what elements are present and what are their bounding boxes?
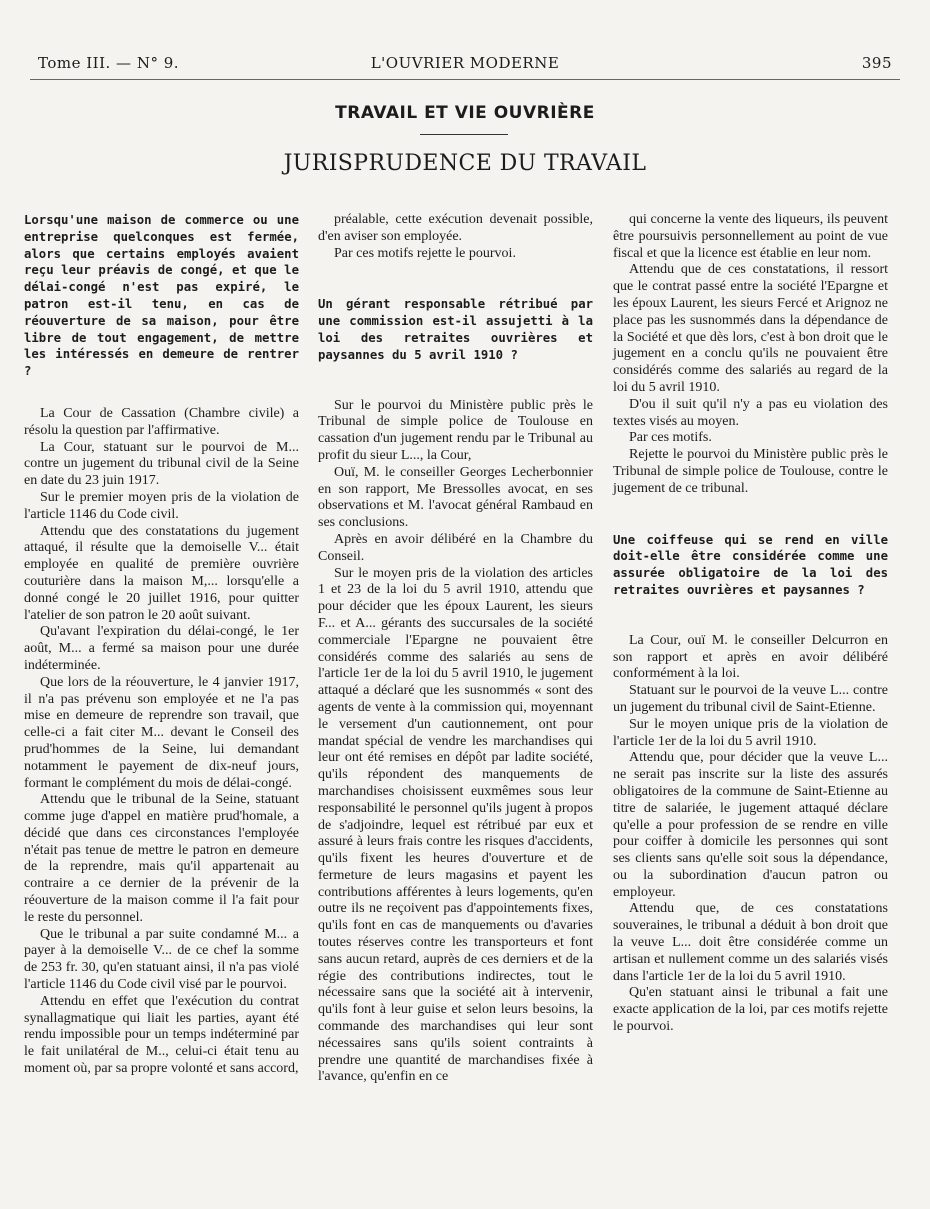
paragraph: Attendu que de ces constatations, il ressort que le contrat passé entre la société l'Epargne et les époux Laurent, les sieurs Fercé et Arignoz ne place pas les susnommés dans la dépendance de la Société et que dès lors, c'est à bon droit que le jugement en a conclu qu'ils ne pouvaient être considérés comme des salariés au regard de la loi du 5 avril 1910. — [613, 262, 888, 395]
paragraph: Après en avoir délibéré en la Chambre du Conseil. — [318, 531, 593, 564]
running-head — [38, 54, 892, 76]
paragraph: La Cour de Cassation (Chambre civile) a résolu la question par l'affirmative. — [24, 405, 299, 438]
title-rule — [420, 134, 508, 135]
paragraph: Par ces motifs rejette le pourvoi. — [334, 245, 516, 261]
paragraph: qui concerne la vente des liqueurs, ils peuvent être poursuivis personnellement au point de vue fiscal et que la licence est établie en leur nom. — [613, 212, 888, 261]
paragraph: La Cour, ouï M. le conseiller Delcurron en son rapport et après en avoir délibéré conformément à la loi. — [613, 632, 888, 682]
paragraph: Par ces motifs. — [629, 430, 712, 446]
paragraph: La Cour, statuant sur le pourvoi de M... contre un jugement du tribunal civil de la Seine en date du 23 juin 1917. — [24, 439, 299, 489]
page-title: JURISPRUDENCE DU TRAVAIL — [283, 151, 647, 176]
paragraph: Sur le pourvoi du Ministère public près le Tribunal de simple police de Toulouse en cassation d'un jugement rendu par le Tribunal au profit du sieur L..., la Cour, — [318, 397, 593, 463]
header-rule — [30, 79, 900, 80]
paragraph: Attendu en effet que l'exécution du contrat synallagmatique qui liait les parties, ayant été rendu impossible pour un temps indéterminé par le fait unilatéral de M.., celui-ci était tenu au moment où, par sa propre volonté et sans accord, — [24, 993, 299, 1077]
paragraph: Ouï, M. le conseiller Georges Lecherbonnier en son rapport, Me Bressolles avocat, en ses observations et M. l'avocat général Rambaud en ses conclusions. — [318, 464, 593, 531]
page-number: 395 — [861, 54, 892, 72]
paragraph: Que lors de la réouverture, le 4 janvier 1917, il n'a pas prévenu son employée et ne l'a pas mise en demeure de reprendre son travail, que celle-ci a fait citer M... devant le Conseil des prud'hommes de la Seine, lui demandant notamment le payement de dix-neuf jours, formant le complément du mois de délai-congé. — [24, 674, 299, 791]
column-1 — [24, 212, 299, 1179]
paragraph: Statuant sur le pourvoi de la veuve L... contre un jugement du tribunal civil de Saint-Etienne. — [613, 683, 888, 715]
column-3 — [613, 212, 888, 1179]
paragraph: Attendu que, de ces constatations souveraines, le tribunal a déduit à bon droit que la veuve L... doit être considérée comme un artisan et nullement comme un des salariés visés dans l'article 1er de la loi du 5 avril 1910. — [613, 901, 888, 984]
paragraph: Attendu que, pour décider que la veuve L... ne serait pas inscrite sur la liste des assurés obligatoires de la commune de Saint-Etienne au titre de salariée, le jugement attaqué déclare qu'elle a pour profession de se rendre en ville pour coiffer à domicile les personnes qui sont ses clients sans qu'elle soit sous la dépendance, ou la subordination d'aucun patron ou employeur. — [613, 750, 888, 900]
paragraph: préalable, cette exécution devenait possible, d'en aviser son employée. — [318, 212, 593, 244]
journal-title: L'OUVRIER MODERNE — [370, 54, 560, 72]
paragraph: Rejette le pourvoi du Ministère public près le Tribunal de simple police de Toulouse, contre le jugement de ce tribunal. — [613, 447, 888, 496]
paragraph: Attendu que des constatations du jugement attaqué, il résulte que la demoiselle V... était employée en qualité de première ouvrière couturière dans la maison M,... lorsqu'elle a donné congé le 20 juillet 1916, pour quitter l'atelier de son patron le 20 août suivant. — [24, 523, 299, 623]
paragraph: Sur le moyen pris de la violation des articles 1 et 23 de la loi du 5 avril 1910, attendu que pour décider que les époux Laurent, les sieurs F... et A... gérants des succursales de la société commerciale l'Epargne ne pouvaient être considérés comme des salariés au sens de l'article 1er de la loi du 5 avril 1910, le jugement attaqué a déclaré que les susnommés « sont des agents de vente à la commission qui, moyennant le versement d'un cautionnement, ont pour mandat spécial de vendre les marchandises qui leur ont été remises en dépôt par ladite société, qu'ils répondent des manquements de marchandises choisissent euxmêmes sous leur responsabilité le personnel qu'ils jugent à propos de s'adjoindre, lequel est rétribué par eux et assuré à leurs frais contre les risques d'accidents, qu'ils fixent les heures d'ouverture et de fermeture de leurs magasins et payent les contributions afférentes à leurs logements, qu'en outre ils ne reçoivent pas d'appointements fixes, qu'ils font en cas de manquements ou d'avaries toutes réserves contre les transporteurs et font sans aucun retard, auprès de ces derniers et de la régie des contributions indirectes, tout le nécessaire sans que la société ait à intervenir, qu'ils font à leur guise et selon leurs besoins, la commande des marchandises qui leur sont nécessaires sans qu'ils soient contraints à prendre une quantité de marchandises fixée à l'avance, qu'enfin en ce — [318, 565, 593, 1085]
volume-issue: Tome III. — N° 9. — [38, 54, 180, 72]
paragraph: Sur le premier moyen pris de la violation de l'article 1146 du Code civil. — [24, 489, 299, 522]
paragraph: Qu'avant l'expiration du délai-congé, le 1er août, M... a fermé sa maison pour une durée indéterminée. — [24, 624, 299, 673]
section-title: TRAVAIL ET VIE OUVRIÈRE — [335, 103, 595, 123]
paragraph: Attendu que le tribunal de la Seine, statuant comme juge d'appel en matière prud'homale, a décidé que dans ces circonstances l'employée n'était pas tenue de mettre le patron en demeure de la reprendre, mais qu'il appartenait au contraire a ce dernier de la prévenir de la réouverture de la maison comme il l'a fait pour le reste du personnel. — [24, 792, 299, 925]
case-question: Une coiffeuse qui se rend en ville doit-elle être considérée comme une assurée obligatoire de la loi des retraites ouvrières et paysannes ? — [613, 532, 888, 597]
paragraph: Qu'en statuant ainsi le tribunal a fait une exacte application de la loi, par ces motifs rejette le pourvoi. — [613, 985, 888, 1035]
case-question: Un gérant responsable rétribué par une commission est-il assujetti à la loi des retraites ouvrières et paysannes du 5 avril 1910 ? — [318, 297, 593, 362]
paragraph: D'ou il suit qu'il n'y a pas eu violation des textes visés au moyen. — [613, 396, 888, 429]
paragraph: Sur le moyen unique pris de la violation de l'article 1er de la loi du 5 avril 1910. — [613, 716, 888, 749]
paragraph: Que le tribunal a par suite condamné M... a payer à la demoiselle V... de ce chef la somme de 253 fr. 30, qu'en statuant ainsi, il n'a pas violé l'article 1146 du Code civil visé par le pourvoi. — [24, 926, 299, 993]
column-2 — [318, 212, 593, 1179]
case-question: Lorsqu'une maison de commerce ou une entreprise quelconques est fermée, alors que certains employés avaient reçu leur préavis de congé, et que le délai-congé n'est pas expiré, le patron est-il tenu, en cas de réouverture de sa maison, pour être libre de tout engagement, de mettre les intéressés en demeure de rentrer ? — [24, 213, 299, 379]
